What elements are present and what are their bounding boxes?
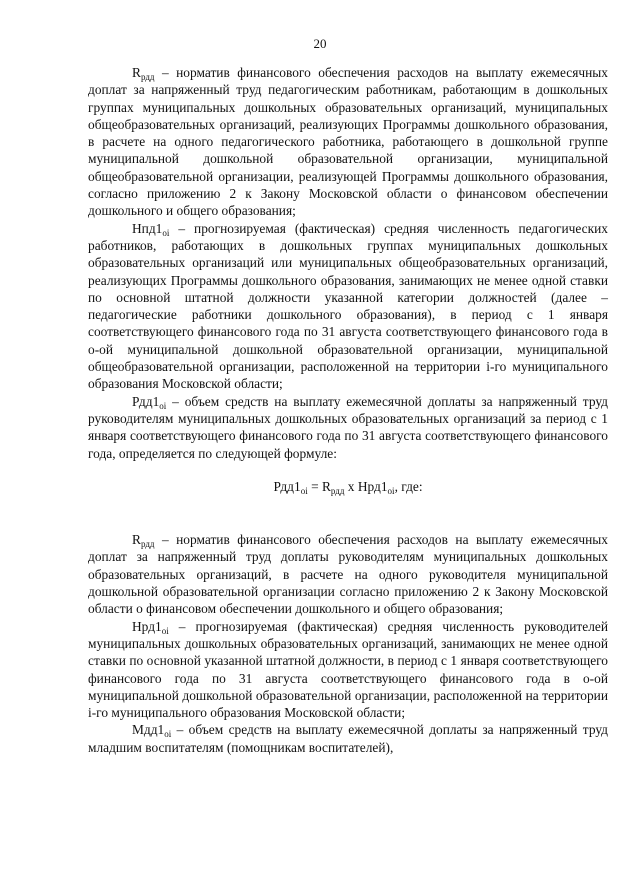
paragraph-norm-heads: $R_{рдд}$ – норматив финансового обеспечения расходов на выплату ежемесячных доплат за напряженный труд доплаты руководителям муниципальных дошкольных образовательных организаций, в расчете на одного руководителя муниципальной дошкольной образовательной организации согласно приложению 2 к Закону Московской области о финансовом обеспечении дошкольного и общего образования; — [88, 532, 608, 617]
paragraph-head-count: $Нрд1_{oi}$ – прогнозируемая (фактическая) средняя численность руководителей муниципальных дошкольных образовательных организаций, занимающих не менее одной ставки по основной указанной штатной должности, в период с 1 января соответствующего финансового года по 31 августа соответствующего финансового года в о-ой муниципальной дошкольной образовательной организации, расположенной на территории i-го муниципального образования Московской области; — [88, 618, 608, 721]
document-body — [88, 64, 608, 756]
formula: $Рдд1_{oi} = R_{рдд}$ х $Нрд1_{oi}$, где: — [273, 478, 423, 496]
page-number: 20 — [313, 36, 327, 51]
paragraph-junior-funds: $Мдд1_{oi}$ – объем средств на выплату ежемесячной доплаты за напряженный труд младшим воспитателям (помощникам воспитателей), — [88, 722, 608, 755]
paragraph-norm-teachers: $R_{рдд}$ – норматив финансового обеспечения расходов на выплату ежемесячных доплат за напряженный труд педагогическим работникам, работающим в дошкольных группах муниципальных дошкольных образовательных организаций, муниципальных общеобразовательных организаций, реализующих Программы дошкольного образования, в расчете на одного педагогического работника, работающего в дошкольной группе муниципальной дошкольной образовательной организации, муниципальной общеобразовательной организации, реализующей Программы дошкольного образования, согласно приложению 2 к Закону Московской области о финансовом обеспечении дошкольного и общего образования; — [88, 65, 608, 219]
paragraph-teacher-count: $Нпд1_{oi}$ – прогнозируемая (фактическая) средняя численность педагогических работников, работающих в дошкольных группах муниципальных дошкольных образовательных организаций или муниципальных общеобразовательных организаций, реализующих Программы дошкольного образования, занимающих не менее одной ставки по основной штатной должности указанной категории должностей (далее – педагогические работники дошкольного образования), в период с 1 января соответствующего финансового года по 31 августа соответствующего финансового года в о-ой муниципальной дошкольной образовательной организации, муниципальной общеобразовательной организации, расположенной на территории i-го муниципального образования Московской области; — [88, 220, 608, 392]
paragraph-head-funds: $Рдд1_{oi}$ – объем средств на выплату ежемесячной доплаты за напряженный труд руководителям муниципальных дошкольных образовательных организаций за период с 1 января соответствующего финансового года по 31 августа соответствующего финансового года, определяется по следующей формуле: — [88, 393, 608, 461]
